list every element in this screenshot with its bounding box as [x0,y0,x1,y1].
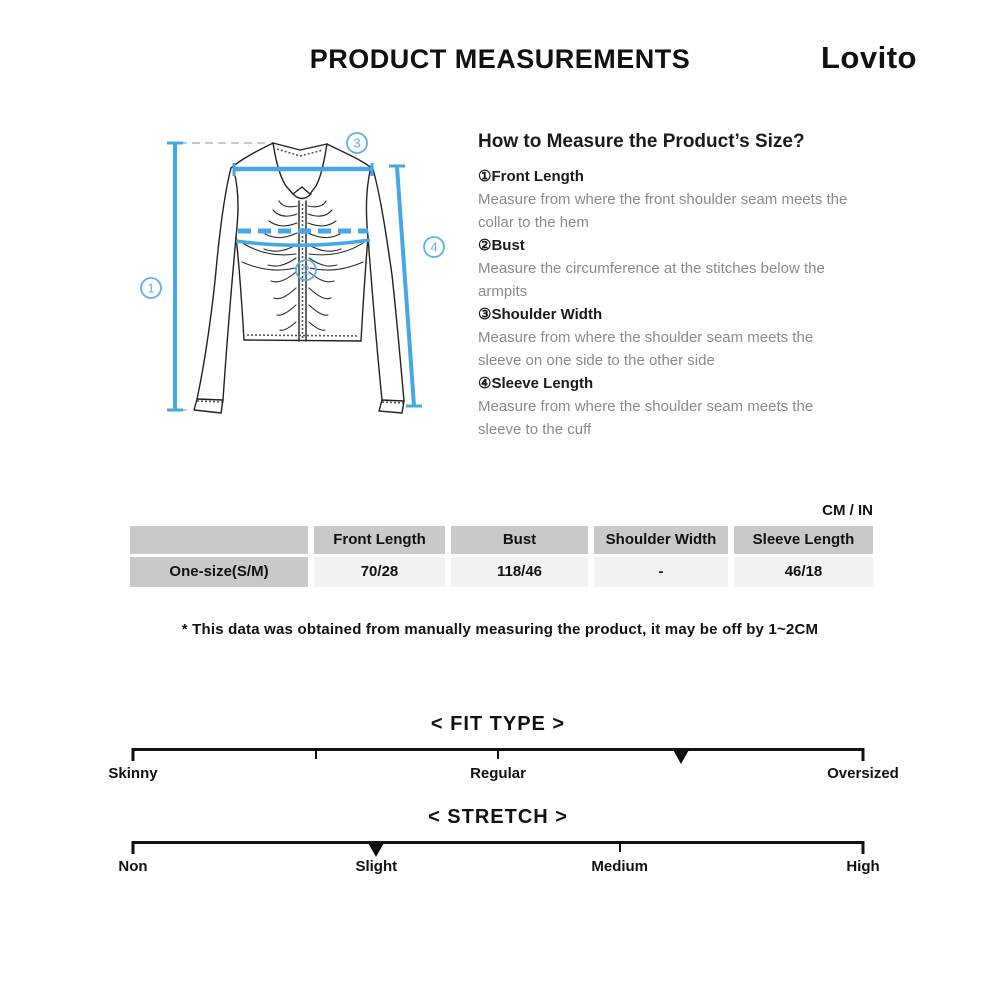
howto-item-desc: armpits [478,283,528,300]
fit-type-track [108,748,899,782]
point-label-1 [141,278,161,298]
shoulder-width-line [234,163,372,176]
garment-diagram [130,110,470,440]
svg-text:1: 1 [147,280,155,296]
scale-tick [132,841,135,854]
svg-text:3: 3 [353,135,361,151]
size-table [130,526,873,587]
stretch-label-non: Non [118,858,148,875]
howto-item-desc: Measure from where the front shoulder seam meets the [478,191,848,208]
stretch-marker-icon [367,841,385,857]
stretch-scale [118,805,880,875]
table-cell-shoulder-width: - [594,557,728,587]
scale-tick [315,748,317,759]
howto-item-label: ①Front Length [478,168,584,185]
howto-section [478,130,896,441]
fit-type-scale [108,712,899,782]
howto-item-desc: sleeve to the cuff [478,421,592,438]
scale-tick [132,748,135,761]
fit-type-marker-icon [672,748,690,764]
table-header-cell-blank [130,526,308,554]
howto-item-bust [478,234,896,303]
sleeve-length-line [389,166,422,406]
point-label-4 [424,237,444,257]
unit-label: CM / IN [822,502,873,519]
stretch-label-medium: Medium [591,858,649,875]
fit-type-title: < FIT TYPE > [430,713,566,735]
howto-item-desc: Measure from where the shoulder seam meets the [478,398,814,415]
stretch-label-slight: Slight [355,858,398,875]
howto-item-desc: collar to the hem [478,214,589,231]
fit-type-label-oversized: Oversized [827,765,899,782]
page-title: PRODUCT MEASUREMENTS [309,44,691,74]
howto-item-front-length [478,165,896,234]
scale-tick [862,841,865,854]
howto-item-label: ④Sleeve Length [478,375,594,392]
fit-type-label-skinny: Skinny [108,765,158,782]
point-label-3 [347,133,367,153]
howto-item-label: ③Shoulder Width [478,306,603,323]
table-header-cell-shoulder-width: Shoulder Width [594,526,728,554]
table-header-cell-sleeve-length: Sleeve Length [734,526,873,554]
howto-item-sleeve-length [478,372,896,441]
howto-item-label: ②Bust [478,237,525,254]
howto-item-desc: sleeve on one side to the other side [478,352,715,369]
table-row-header-size: One-size(S/M) [130,557,308,587]
bust-line [236,231,370,245]
stretch-label-high: High [846,858,880,875]
howto-item-shoulder-width [478,303,896,372]
stretch-title: < STRETCH > [428,806,568,828]
fit-type-label-regular: Regular [470,765,526,782]
scale-tick [862,748,865,761]
footnote: * This data was obtained from manually measuring the product, it may be off by 1~2CM [181,621,819,638]
scale-tick [497,748,499,759]
svg-text:4: 4 [430,239,438,255]
table-header-cell-bust: Bust [451,526,588,554]
measurement-annotations [141,133,444,410]
svg-text:2: 2 [302,262,310,278]
table-cell-bust: 118/46 [451,557,588,587]
table-header-cell-front-length: Front Length [314,526,445,554]
table-cell-front-length: 70/28 [314,557,445,587]
table-cell-sleeve-length: 46/18 [734,557,873,587]
front-length-line [167,143,183,410]
howto-heading: How to Measure the Product’s Size? [478,131,805,152]
brand-logo: Lovito [821,40,917,75]
stretch-track [118,841,880,875]
howto-item-desc: Measure from where the shoulder seam meets the [478,329,814,346]
howto-item-desc: Measure the circumference at the stitches below the [478,260,825,277]
point-label-2 [296,260,316,280]
scale-tick [619,841,621,852]
